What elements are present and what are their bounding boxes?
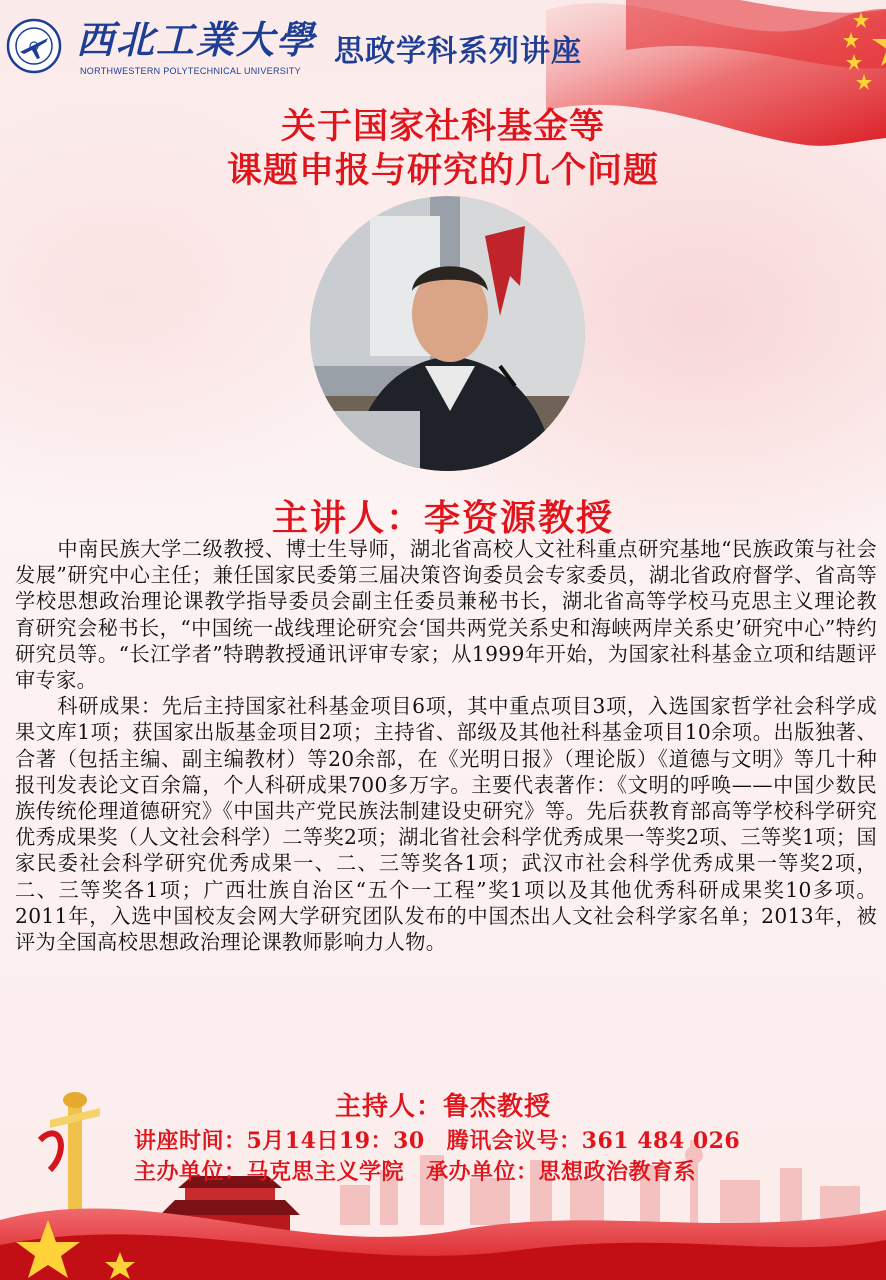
lecture-time: 讲座时间：5月14日19：30 [134,1128,425,1154]
speaker-name: 主讲人：李资源教授 [271,497,614,539]
bio-paragraph: 中南民族大学二级教授、博士生导师，湖北省高校人文社科重点研究基地“民族政策与社会发展”研究中心主任；兼任国家民委第三届决策咨询委员会专家委员，湖北省政府督学、省高等学校思想政治理论课教学指导委员会副主任委员兼秘书长，湖北省高等学校马克思主义理论教育研究会秘书长，“中国统一战线理论研究会‘国共两党关系史和海峡两岸关系史’研究中心”特约研究员等。“长江学者”特聘教授通讯评审专家；从1999年开始，为国家社科基金立项和结题评审专家。 [15,537,877,693]
lecture-title-line2: 课题申报与研究的几个问题 [226,150,659,191]
university-name-cn: 西北工業大學 [76,17,317,62]
speaker-portrait [310,196,585,471]
lecture-time-meeting-row [134,1124,740,1155]
header [0,0,886,95]
co-organizer: 承办单位：思想政治教育系 [426,1159,697,1185]
research-achievements-paragraph: 科研成果：先后主持国家社科基金项目6项，其中重点项目3项，入选国家哲学社会科学成果文库1项；获国家出版基金项目2项；主持省、部级及其他社科基金项目10余项。出版独著、合著（包括主编、副主编教材）等20余部，在《光明日报》（理论版）《道德与文明》等几十种报刊发表论文百余篇，个人科研成果700多万字。主要代表著作：《文明的呼唤——中国少数民族传统伦理道德研究》《中国共产党民族法制建设史研究》等。先后获教育部高等学校科学研究优秀成果奖（人文社会科学）二等奖2项；湖北省社会科学优秀成果一等奖2项、三等奖1项；国家民委社会科学研究优秀成果一、二、三等奖各1项；武汉市社会科学优秀成果一等奖2项，二、三等奖各1项；广西壮族自治区“五个一工程”奖1项以及其他优秀科研成果奖10多项。2011年，入选中国校友会网大学研究团队发布的中国杰出人文社会科学家名单；2013年，被评为全国高校思想政治理论课教师影响力人物。 [15,694,877,955]
university-emblem-icon [6,18,62,74]
lecture-series-title: 思政学科系列讲座 [334,34,582,69]
organizer-row [134,1155,696,1186]
host-name: 主持人：鲁杰教授 [334,1092,551,1122]
university-name-en: NORTHWESTERN POLYTECHNICAL UNIVERSITY [80,66,301,76]
tencent-meeting-id: 腾讯会议号：361 484 026 [446,1128,741,1154]
organizer: 主办单位：马克思主义学院 [134,1159,405,1185]
lecture-title-line1: 关于国家社科基金等 [280,106,605,147]
speaker-biography [15,536,877,955]
